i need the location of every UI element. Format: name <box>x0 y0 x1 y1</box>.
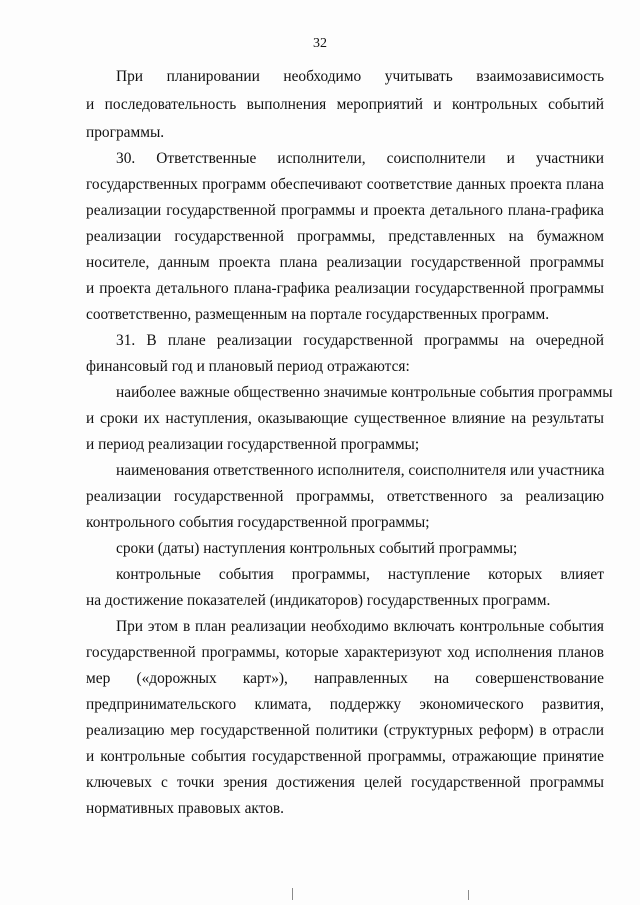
page-number: 32 <box>313 36 327 51</box>
text-line: государственной программы, которые характеризуют ход исполнения планов <box>86 644 604 661</box>
text-line: реализацию мер государственной политики (структурных реформ) в отрасли <box>86 722 604 739</box>
text-line: При планировании необходимо учитывать взаимозависимость <box>116 68 604 85</box>
text-line: мер («дорожных карт»), направленных на совершенствование <box>86 670 604 687</box>
text-line: государственных программ обеспечивают соответствие данных проекта плана <box>86 176 604 193</box>
text-line: ключевых с точки зрения достижения целей государственной программы <box>86 774 604 791</box>
text-line: реализации государственной программы, ответственного за реализацию <box>86 488 604 505</box>
text-line: реализации государственной программы и проекта детального плана-графика <box>86 202 604 219</box>
text-line: носителе, данным проекта плана реализации государственной программы <box>86 254 604 271</box>
text-line: соответственно, размещенным на портале государственных программ. <box>86 306 550 323</box>
text-line: наиболее важные общественно значимые контрольные события программы <box>116 384 613 401</box>
text-line: 31. В плане реализации государственной программы на очередной <box>116 332 604 349</box>
text-line: и период реализации государственной программы; <box>86 436 420 453</box>
text-line: реализации государственной программы, представленных на бумажном <box>86 228 604 245</box>
text-line: и последовательность выполнения мероприятий и контрольных событий <box>86 96 604 113</box>
text-line: сроки (даты) наступления контрольных событий программы; <box>116 540 518 557</box>
text-line: и контрольные события государственной программы, отражающие принятие <box>86 748 604 765</box>
scan-mark <box>292 888 293 900</box>
text-line: финансовый год и плановый период отражаются: <box>86 358 410 375</box>
scan-mark <box>468 890 469 900</box>
text-line: предпринимательского климата, поддержку экономического развития, <box>86 696 604 713</box>
text-line: и проекта детального плана-графика реализации государственной программы <box>86 280 604 297</box>
text-line: нормативных правовых актов. <box>86 800 285 817</box>
text-line: на достижение показателей (индикаторов) государственных программ. <box>86 592 551 609</box>
text-line: 30. Ответственные исполнители, соисполнители и участники <box>116 150 604 167</box>
text-line: контрольные события программы, наступление которых влияет <box>116 566 604 583</box>
text-line: программы. <box>86 124 165 141</box>
text-line: контрольного события государственной программы; <box>86 514 430 531</box>
text-line: и сроки их наступления, оказывающие существенное влияние на результаты <box>86 410 604 427</box>
text-line: При этом в план реализации необходимо включать контрольные события <box>116 618 604 635</box>
text-line: наименования ответственного исполнителя, соисполнителя или участника <box>116 462 605 479</box>
